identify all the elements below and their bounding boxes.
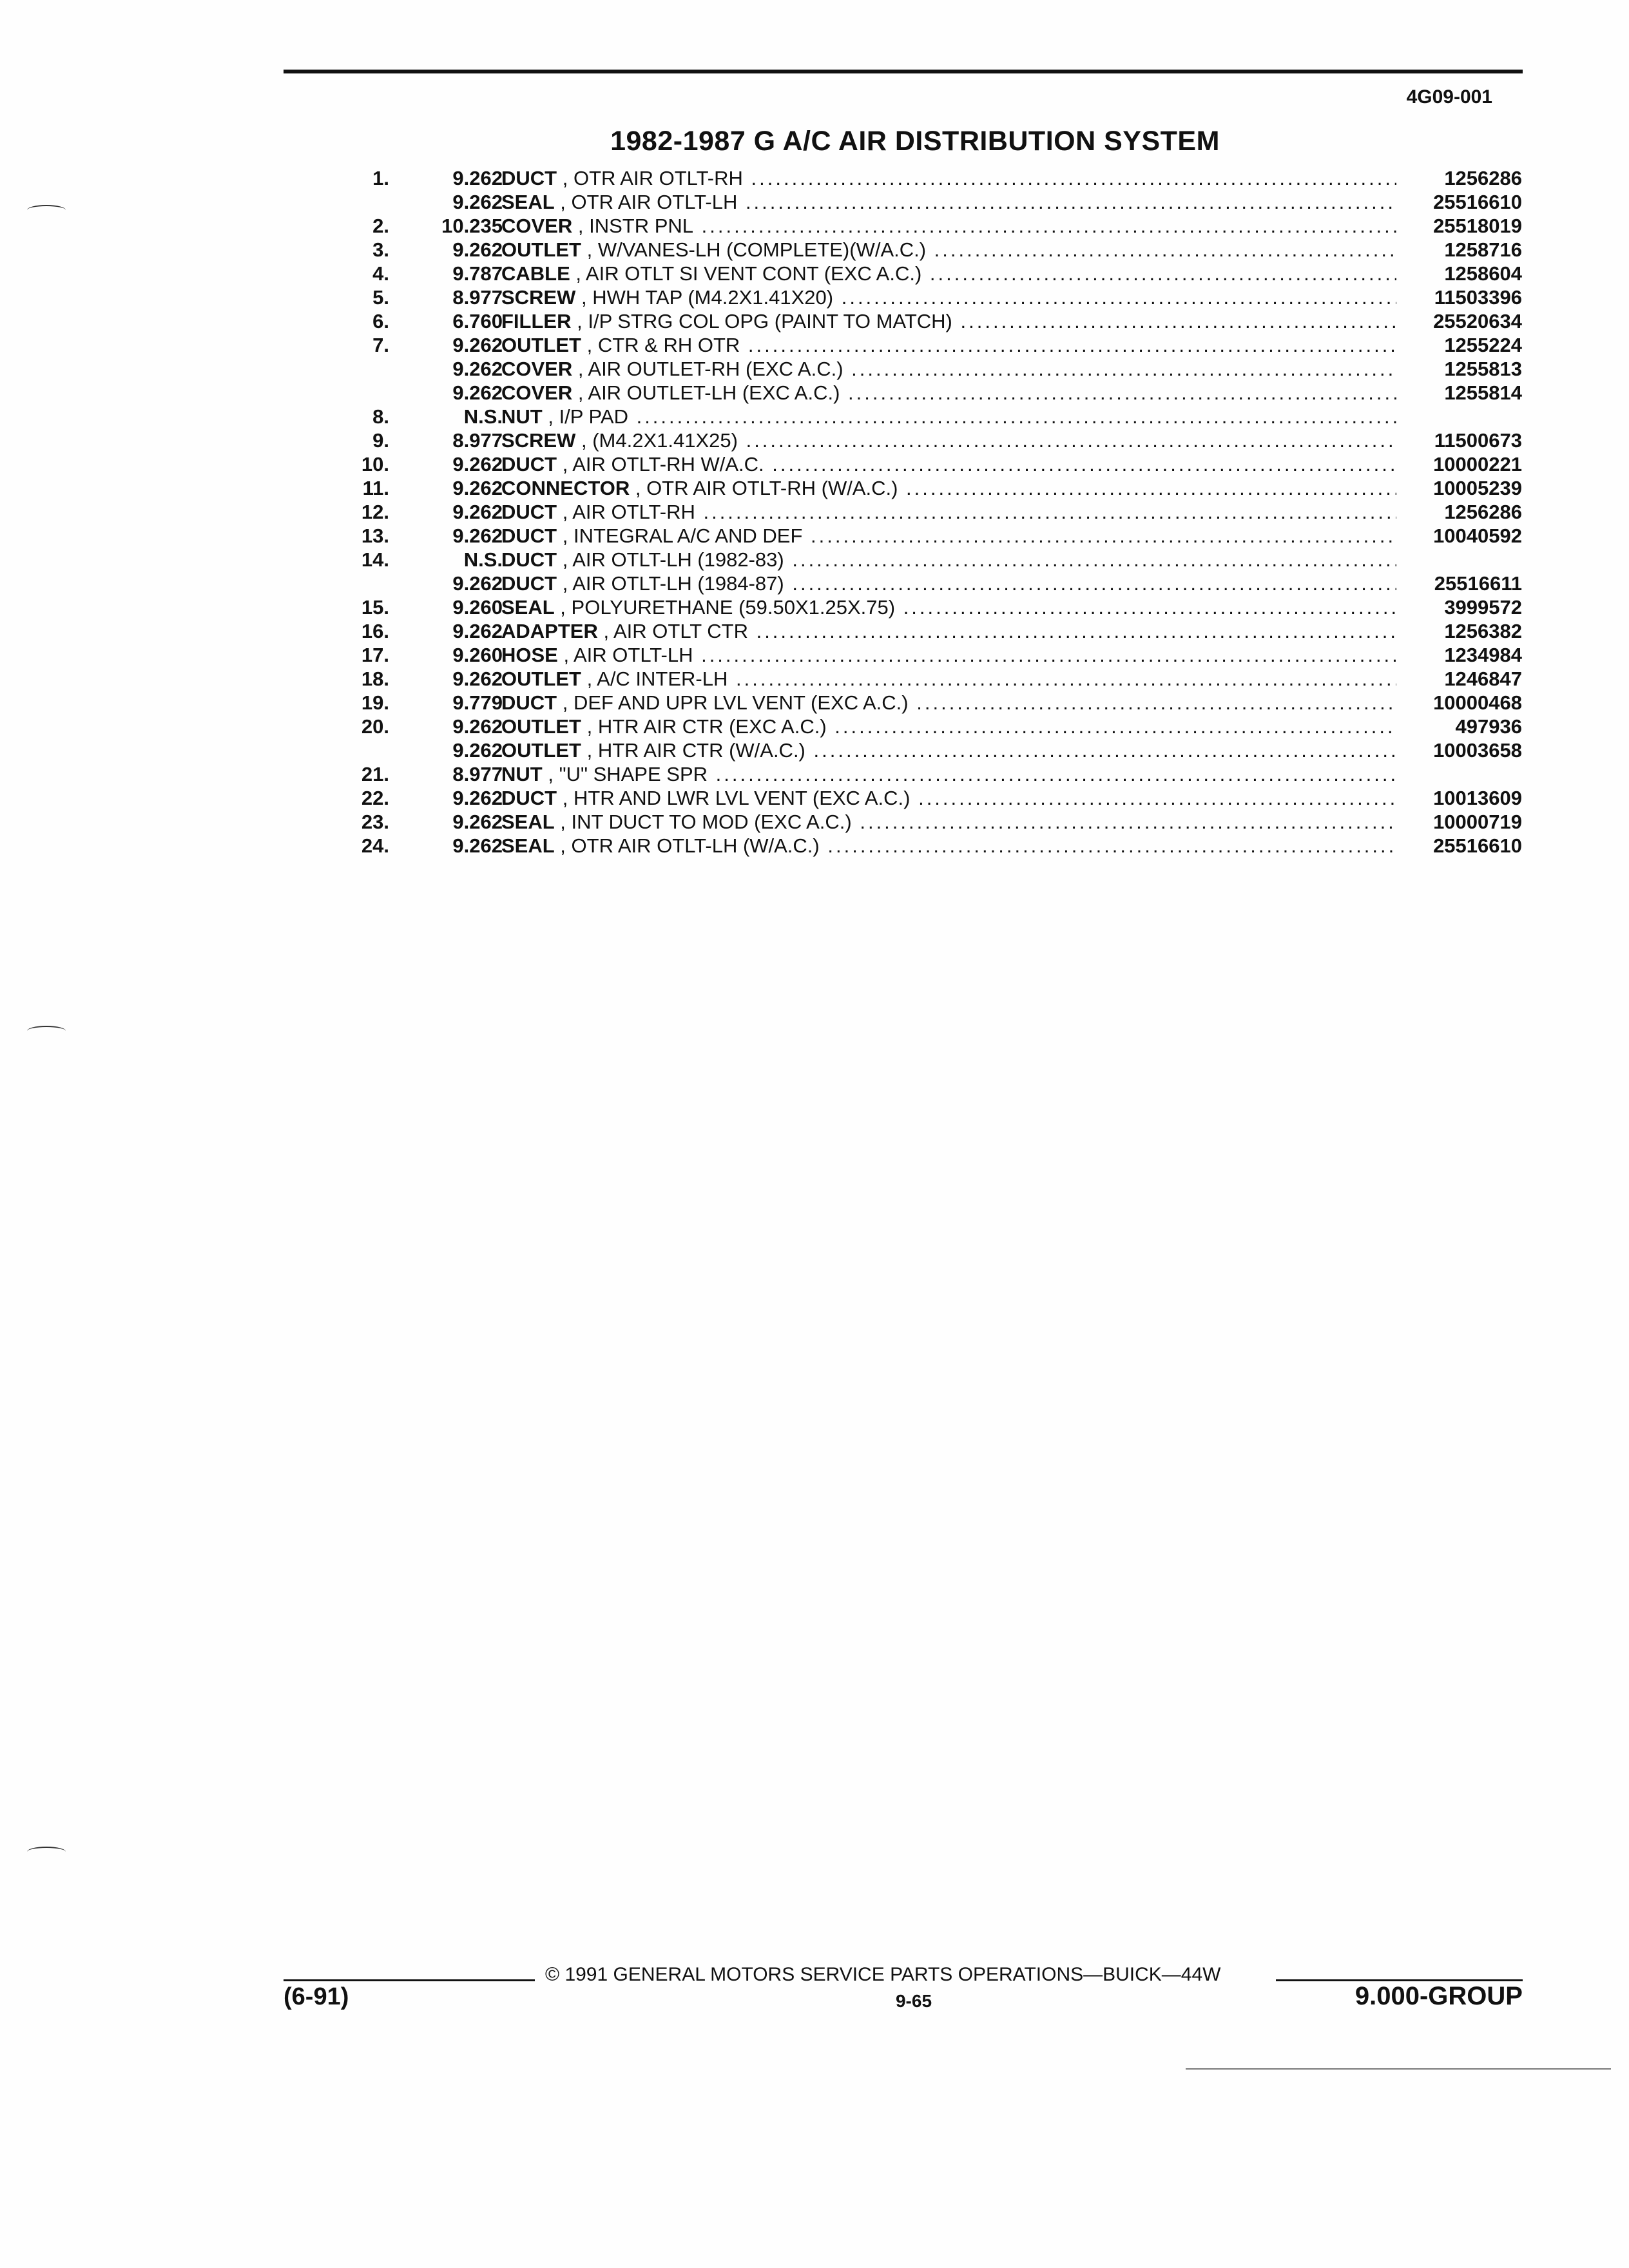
- item-number: 20.: [361, 715, 389, 738]
- item-number: 1.: [372, 167, 389, 189]
- footer-rule-left: [284, 1979, 535, 1981]
- part-spec: OTR AIR OTLT-RH: [573, 167, 743, 189]
- group-code: 9.262: [452, 620, 503, 642]
- part-description: DUCT , AIR OTLT-LH (1982-83) .....: [501, 548, 1396, 572]
- group-code: 9.260: [452, 596, 503, 619]
- part-description: HOSE , AIR OTLT-LH .....: [501, 643, 1396, 667]
- part-description: OUTLET , HTR AIR CTR (EXC A.C.) .....: [501, 715, 1396, 738]
- part-number: 25520634: [1433, 310, 1522, 332]
- scan-line: [1186, 2068, 1611, 2070]
- part-description: DUCT , AIR OTLT-RH .....: [501, 500, 1396, 524]
- list-item: [335, 238, 1522, 262]
- part-spec: AIR OTLT-LH (1982-83): [572, 548, 784, 571]
- margin-mark: [27, 1847, 66, 1857]
- part-number: 11503396: [1434, 286, 1522, 309]
- part-description: SEAL , INT DUCT TO MOD (EXC A.C.) .....: [501, 810, 1396, 834]
- item-number: 13.: [361, 524, 389, 547]
- list-item: [335, 214, 1522, 238]
- list-item: [335, 691, 1522, 715]
- part-name: COVER: [501, 358, 573, 380]
- part-description: DUCT , AIR OTLT-RH W/A.C. .....: [501, 452, 1396, 476]
- part-name: SCREW: [501, 429, 576, 452]
- list-item: [335, 762, 1522, 786]
- part-name: NUT: [501, 763, 543, 785]
- list-item: [335, 548, 1522, 572]
- part-name: DUCT: [501, 787, 557, 809]
- part-spec: (M4.2X1.41X25): [592, 429, 738, 452]
- list-item: [335, 285, 1522, 309]
- part-number: 497936: [1455, 715, 1522, 738]
- list-item: [335, 476, 1522, 500]
- part-spec: AIR OTLT-RH: [572, 501, 695, 523]
- part-number: 10003658: [1433, 739, 1522, 762]
- item-number: 16.: [361, 620, 389, 642]
- part-name: OUTLET: [501, 334, 581, 356]
- item-number: 23.: [361, 811, 389, 833]
- list-item: [335, 738, 1522, 762]
- part-description: CONNECTOR , OTR AIR OTLT-RH (W/A.C.) .....: [501, 476, 1396, 500]
- part-number: 1255814: [1444, 381, 1522, 404]
- part-number: 3999572: [1444, 596, 1522, 619]
- part-spec: CTR & RH OTR: [597, 334, 740, 356]
- part-spec: OTR AIR OTLT-LH (W/A.C.): [571, 834, 820, 857]
- group-code: 9.262: [452, 501, 503, 523]
- group-code: 9.262: [452, 334, 503, 356]
- part-description: DUCT , INTEGRAL A/C AND DEF .....: [501, 524, 1396, 548]
- item-number: 2.: [372, 215, 389, 237]
- part-name: DUCT: [501, 572, 557, 595]
- part-number: 1255224: [1444, 334, 1522, 356]
- parts-list: [335, 166, 1522, 858]
- group-code: 9.262: [452, 191, 503, 213]
- list-item: [335, 333, 1522, 357]
- group-code: 9.262: [452, 238, 503, 261]
- part-spec: INT DUCT TO MOD (EXC A.C.): [571, 811, 852, 833]
- part-name: SCREW: [501, 286, 576, 309]
- part-name: DUCT: [501, 524, 557, 547]
- part-name: DUCT: [501, 453, 557, 476]
- list-item: [335, 357, 1522, 381]
- list-item: [335, 262, 1522, 285]
- list-item: [335, 500, 1522, 524]
- page-number: 9-65: [895, 1991, 932, 2011]
- part-name: SEAL: [501, 596, 555, 619]
- list-item: [335, 667, 1522, 691]
- part-number: 10005239: [1433, 477, 1522, 499]
- group-code: 9.262: [452, 358, 503, 380]
- item-number: 14.: [361, 548, 389, 571]
- group-code: 8.977: [452, 429, 503, 452]
- item-number: 9.: [372, 429, 389, 452]
- group-code: 8.977: [452, 763, 503, 785]
- item-number: 24.: [361, 834, 389, 857]
- part-number: 1256286: [1444, 167, 1522, 189]
- part-number: 1234984: [1444, 644, 1522, 666]
- part-name: ADAPTER: [501, 620, 598, 642]
- part-number: 1255813: [1444, 358, 1522, 380]
- item-number: 5.: [372, 286, 389, 309]
- part-spec: AIR OTLT SI VENT CONT (EXC A.C.): [585, 262, 922, 285]
- part-number: 10013609: [1433, 787, 1522, 809]
- list-item: [335, 572, 1522, 595]
- part-description: ADAPTER , AIR OTLT CTR .....: [501, 619, 1396, 643]
- part-description: OUTLET , HTR AIR CTR (W/A.C.) .....: [501, 738, 1396, 762]
- part-spec: I/P STRG COL OPG (PAINT TO MATCH): [588, 310, 952, 332]
- part-spec: POLYURETHANE (59.50X1.25X.75): [571, 596, 896, 619]
- part-description: OUTLET , CTR & RH OTR .....: [501, 333, 1396, 357]
- part-spec: OTR AIR OTLT-RH (W/A.C.): [646, 477, 898, 499]
- part-name: SEAL: [501, 834, 555, 857]
- item-number: 8.: [372, 405, 389, 428]
- list-item: [335, 619, 1522, 643]
- group-code: 9.779: [452, 691, 503, 714]
- item-number: 4.: [372, 262, 389, 285]
- part-description: OUTLET , A/C INTER-LH .....: [501, 667, 1396, 691]
- part-description: SCREW , HWH TAP (M4.2X1.41X20) .....: [501, 285, 1396, 309]
- part-description: COVER , AIR OUTLET-RH (EXC A.C.) .....: [501, 357, 1396, 381]
- part-name: DUCT: [501, 548, 557, 571]
- part-spec: HTR AIR CTR (W/A.C.): [597, 739, 805, 762]
- part-name: NUT: [501, 405, 543, 428]
- part-number: 10000221: [1433, 453, 1522, 476]
- list-item: [335, 715, 1522, 738]
- part-description: DUCT , OTR AIR OTLT-RH .....: [501, 166, 1396, 190]
- list-item: [335, 452, 1522, 476]
- part-spec: AIR OUTLET-LH (EXC A.C.): [588, 381, 840, 404]
- part-spec: DEF AND UPR LVL VENT (EXC A.C.): [573, 691, 909, 714]
- item-number: 21.: [361, 763, 389, 785]
- part-spec: AIR OUTLET-RH (EXC A.C.): [588, 358, 843, 380]
- part-spec: HTR AND LWR LVL VENT (EXC A.C.): [573, 787, 911, 809]
- group-code: N.S.: [463, 405, 503, 428]
- item-number: 18.: [361, 668, 389, 690]
- part-name: OUTLET: [501, 238, 581, 261]
- copyright-notice: © 1991 GENERAL MOTORS SERVICE PARTS OPERATIONS—BUICK—44W: [545, 1964, 1221, 1985]
- list-item: [335, 595, 1522, 619]
- part-description: COVER , AIR OUTLET-LH (EXC A.C.) .....: [501, 381, 1396, 405]
- group-code: 9.262: [452, 524, 503, 547]
- part-spec: HTR AIR CTR (EXC A.C.): [597, 715, 827, 738]
- item-number: 15.: [361, 596, 389, 619]
- group-code: 9.262: [452, 715, 503, 738]
- group-code: 9.262: [452, 739, 503, 762]
- part-number: 10000468: [1433, 691, 1522, 714]
- part-number: 1258604: [1444, 262, 1522, 285]
- part-spec: W/VANES-LH (COMPLETE)(W/A.C.): [597, 238, 927, 261]
- list-item: [335, 834, 1522, 858]
- item-number: 17.: [361, 644, 389, 666]
- group-code: 9.260: [452, 644, 503, 666]
- part-spec: "U" SHAPE SPR: [559, 763, 708, 785]
- part-spec: I/P PAD: [559, 405, 628, 428]
- part-description: SEAL , POLYURETHANE (59.50X1.25X.75) .....: [501, 595, 1396, 619]
- group-code: 9.262: [452, 834, 503, 857]
- group-label: 9.000-GROUP: [1354, 1982, 1523, 2010]
- list-item: [335, 428, 1522, 452]
- part-spec: AIR OTLT-LH: [574, 644, 693, 666]
- part-number: 1256382: [1444, 620, 1522, 642]
- list-item: [335, 190, 1522, 214]
- revision-date: (6-91): [284, 1983, 349, 2010]
- part-name: OUTLET: [501, 668, 581, 690]
- part-description: DUCT , AIR OTLT-LH (1984-87) .....: [501, 572, 1396, 595]
- list-item: [335, 810, 1522, 834]
- item-number: 3.: [372, 238, 389, 261]
- part-spec: AIR OTLT-LH (1984-87): [572, 572, 784, 595]
- group-code: N.S.: [463, 548, 503, 571]
- item-number: 10.: [361, 453, 389, 476]
- part-number: 25516610: [1433, 191, 1522, 213]
- list-item: [335, 166, 1522, 190]
- group-code: 9.262: [452, 453, 503, 476]
- list-item: [335, 309, 1522, 333]
- part-description: SEAL , OTR AIR OTLT-LH (W/A.C.) .....: [501, 834, 1396, 858]
- group-code: 10.235: [441, 215, 503, 237]
- group-code: 9.262: [452, 787, 503, 809]
- part-number: 25518019: [1433, 215, 1522, 237]
- part-description: OUTLET , W/VANES-LH (COMPLETE)(W/A.C.) .....: [501, 238, 1396, 262]
- part-spec: INSTR PNL: [589, 215, 694, 237]
- part-number: 1246847: [1444, 668, 1522, 690]
- part-name: CONNECTOR: [501, 477, 630, 499]
- part-name: OUTLET: [501, 739, 581, 762]
- part-number: 25516611: [1434, 572, 1522, 595]
- part-description: NUT , I/P PAD .....: [501, 405, 1396, 428]
- part-name: SEAL: [501, 811, 555, 833]
- margin-mark: [27, 1026, 66, 1036]
- group-code: 9.262: [452, 381, 503, 404]
- part-name: FILLER: [501, 310, 572, 332]
- part-name: DUCT: [501, 691, 557, 714]
- part-number: 1258716: [1444, 238, 1522, 261]
- document-code: 4G09-001: [1406, 86, 1492, 108]
- part-name: SEAL: [501, 191, 555, 213]
- part-name: DUCT: [501, 167, 557, 189]
- part-name: OUTLET: [501, 715, 581, 738]
- item-number: 6.: [372, 310, 389, 332]
- item-number: 22.: [361, 787, 389, 809]
- part-name: DUCT: [501, 501, 557, 523]
- group-code: 9.262: [452, 811, 503, 833]
- part-name: CABLE: [501, 262, 570, 285]
- list-item: [335, 524, 1522, 548]
- part-description: DUCT , HTR AND LWR LVL VENT (EXC A.C.) .....: [501, 786, 1396, 810]
- list-item: [335, 381, 1522, 405]
- part-spec: HWH TAP (M4.2X1.41X20): [592, 286, 834, 309]
- part-name: COVER: [501, 215, 573, 237]
- part-description: FILLER , I/P STRG COL OPG (PAINT TO MATCH) .....: [501, 309, 1396, 333]
- list-item: [335, 405, 1522, 428]
- part-description: DUCT , DEF AND UPR LVL VENT (EXC A.C.) .....: [501, 691, 1396, 715]
- item-number: 12.: [361, 501, 389, 523]
- group-code: 9.262: [452, 477, 503, 499]
- group-code: 9.262: [452, 668, 503, 690]
- part-name: COVER: [501, 381, 573, 404]
- page-title: 1982-1987 G A/C AIR DISTRIBUTION SYSTEM: [610, 126, 1220, 157]
- part-number: 10040592: [1433, 524, 1522, 547]
- part-number: 10000719: [1433, 811, 1522, 833]
- part-spec: INTEGRAL A/C AND DEF: [573, 524, 803, 547]
- part-description: CABLE , AIR OTLT SI VENT CONT (EXC A.C.) .....: [501, 262, 1396, 285]
- part-spec: A/C INTER-LH: [597, 668, 728, 690]
- footer-rule-right: [1276, 1979, 1523, 1981]
- part-number: 1256286: [1444, 501, 1522, 523]
- part-description: SEAL , OTR AIR OTLT-LH .....: [501, 190, 1396, 214]
- list-item: [335, 786, 1522, 810]
- part-number: 25516610: [1433, 834, 1522, 857]
- group-code: 9.262: [452, 167, 503, 189]
- part-description: SCREW , (M4.2X1.41X25) .....: [501, 428, 1396, 452]
- part-number: 11500673: [1434, 429, 1522, 452]
- group-code: 9.787: [452, 262, 503, 285]
- part-spec: OTR AIR OTLT-LH: [571, 191, 738, 213]
- top-rule: [284, 70, 1523, 73]
- list-item: [335, 643, 1522, 667]
- group-code: 8.977: [452, 286, 503, 309]
- group-code: 6.760: [452, 310, 503, 332]
- item-number: 19.: [361, 691, 389, 714]
- item-number: 11.: [362, 477, 389, 499]
- part-spec: AIR OTLT CTR: [613, 620, 748, 642]
- group-code: 9.262: [452, 572, 503, 595]
- item-number: 7.: [372, 334, 389, 356]
- part-description: COVER , INSTR PNL .....: [501, 214, 1396, 238]
- part-spec: AIR OTLT-RH W/A.C.: [572, 453, 764, 476]
- part-name: HOSE: [501, 644, 558, 666]
- part-description: NUT , "U" SHAPE SPR .....: [501, 762, 1396, 786]
- margin-mark: [27, 205, 66, 215]
